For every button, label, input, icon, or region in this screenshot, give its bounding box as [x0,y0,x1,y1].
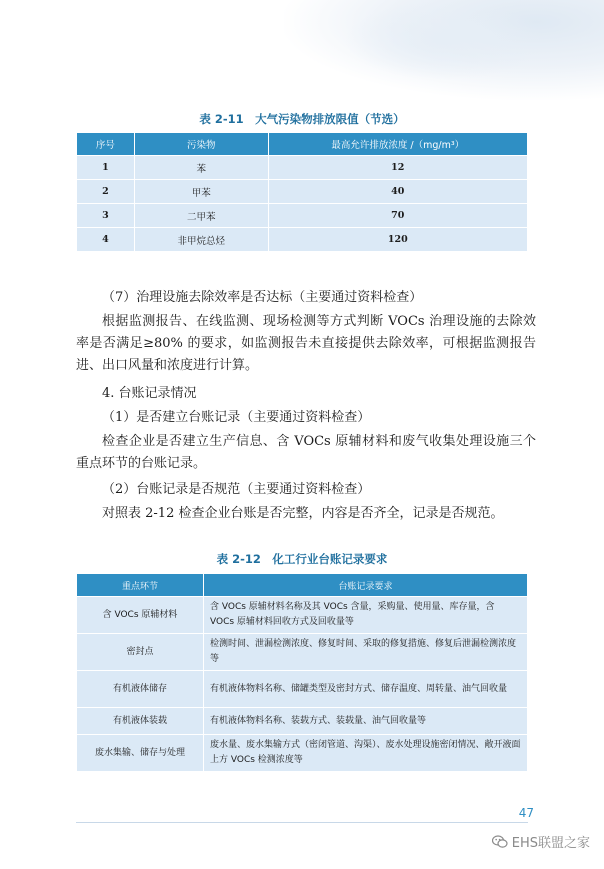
paragraph-ledger-body-2: 对照表 2-12 检查企业台账是否完整，内容是否齐全，记录是否规范。 [102,506,504,521]
table-header-row [77,574,528,597]
watermark-text: EHS联盟之家 [511,836,590,851]
table-row [77,634,528,671]
wechat-icon [492,835,508,849]
ledger-requirements-table [76,573,528,772]
cell-limit: 120 [268,228,527,252]
cell-index: 2 [77,180,135,204]
header-index: 序号 [77,133,135,156]
cell-index: 1 [77,156,135,180]
cell-index: 4 [77,228,135,252]
table-row [77,204,528,228]
cell-requirements: 含 VOCs 原辅材料名称及其 VOCs 含量，采购量、使用量、库存量，含 VOCs 原辅材料回收方式及回收量等 [204,597,528,634]
header-pollutant: 污染物 [134,133,268,156]
cell-pollutant: 甲苯 [134,180,268,204]
cell-key-link: 密封点 [77,634,204,671]
cell-limit: 12 [268,156,527,180]
cell-requirements: 有机液体物料名称、装载方式、装载量、油气回收量等 [204,708,528,735]
header-key-link: 重点环节 [77,574,204,597]
section-heading-ledger: 4. 台账记录情况 [102,386,197,401]
table-header-row [77,133,528,156]
cell-limit: 70 [268,204,527,228]
paragraph-efficiency-body: 根据监测报告、在线监测、现场检测等方式判断 VOCs 治理设施的去除效率是否满足≥80% 的要求，如监测报告未直接提供去除效率，可根据监测报告进、出口风量和浓度进行计算。 [76,314,536,373]
cell-requirements: 废水量、废水集输方式（密闭管道、沟渠）、废水处理设施密闭情况、敞开液面上方 VOCs 检测浓度等 [204,735,528,772]
cell-requirements: 检测时间、泄漏检测浓度、修复时间、采取的修复措施、修复后泄漏检测浓度等 [204,634,528,671]
cell-index: 3 [77,204,135,228]
paragraph-ledger-body-1: 检查企业是否建立生产信息、含 VOCs 原辅材料和废气收集处理设施三个重点环节的台账记录。 [76,434,536,471]
header-limit: 最高允许排放浓度 /（mg/m³） [268,133,527,156]
table-row [77,156,528,180]
cell-limit: 40 [268,180,527,204]
table-row [77,671,528,708]
paragraph-ledger-heading-1: （1）是否建立台账记录（主要通过资料检查） [102,410,371,425]
header-cloud-decoration [284,0,604,100]
table-row [77,708,528,735]
cell-key-link: 废水集输、储存与处理 [77,735,204,772]
header-cloud-decoration-2 [344,0,544,80]
table-row [77,228,528,252]
cell-key-link: 有机液体装载 [77,708,204,735]
table1-caption: 表 2-11 大气污染物排放限值（节选） [199,112,405,126]
paragraph-efficiency-heading: （7）治理设施去除效率是否达标（主要通过资料检查） [102,290,423,305]
cell-pollutant: 非甲烷总烃 [134,228,268,252]
emission-limits-table [76,132,528,252]
table-row [77,180,528,204]
watermark [492,832,590,851]
table2-caption: 表 2-12 化工行业台账记录要求 [216,552,388,566]
paragraph-ledger-heading-2: （2）台账记录是否规范（主要通过资料检查） [102,482,371,497]
cell-requirements: 有机液体物料名称、储罐类型及密封方式、储存温度、周转量、油气回收量 [204,671,528,708]
cell-key-link: 含 VOCs 原辅材料 [77,597,204,634]
header-requirements: 台账记录要求 [204,574,528,597]
cell-key-link: 有机液体储存 [77,671,204,708]
table-row [77,735,528,772]
page-number: 47 [518,806,534,820]
cell-pollutant: 二甲苯 [134,204,268,228]
table-row [77,597,528,634]
footer-divider [76,822,528,823]
cell-pollutant: 苯 [134,156,268,180]
